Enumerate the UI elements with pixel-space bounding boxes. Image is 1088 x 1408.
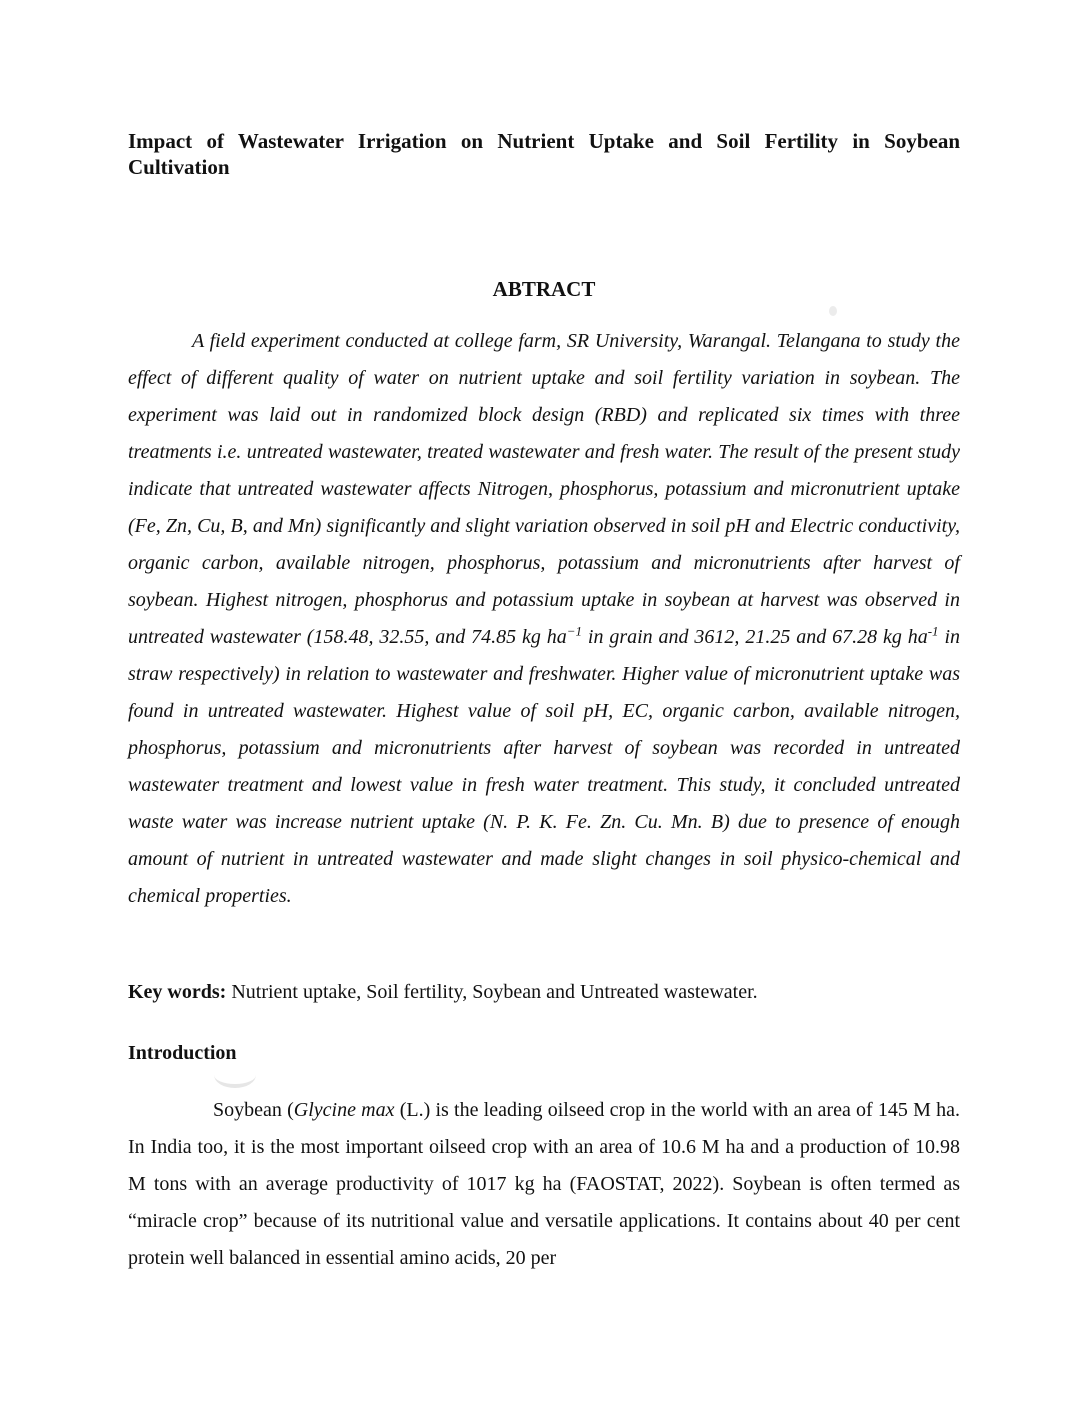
intro-species-name: Glycine max [293,1099,395,1121]
abstract-heading: ABTRACT [492,277,596,301]
abstract-superscript-2: -1 [927,623,939,639]
abstract-text-3: in straw respectively) in relation to wastewater and freshwater. Higher value of micronutrient uptake was found in untreated wastewater. Highest value of soil pH, EC, organic carbon, available nitrogen, phosphorus, potassium and micronutrients after harvest of soybean was recorded in untreated wastewater treatment and lowest value in fresh water treatment. This study, it concluded untreated waste water was increase nutrient uptake (N. P. K. Fe. Zn. Cu. Mn. B) due to presence of enough amount of nutrient in untreated wastewater and made slight changes in soil physico-chemical and chemical properties. [128,626,960,907]
abstract-superscript-1: −1 [566,623,583,639]
keywords-text: Nutrient uptake, Soil fertility, Soybean and Untreated wastewater. [226,981,758,1003]
scan-mark-lower [214,1062,256,1088]
intro-text-b: (L.) is the leading oilseed crop in the world with an area of 145 M ha. In India too, it is the most important oilseed crop with an area of 10.6 M ha and a production of 10.98 M tons with an average productivity of 1017 kg ha (FAOSTAT, 2022). Soybean is often termed as “miracle crop” because of its nutritional value and versatile applications. It contains about 40 per cent protein well balanced in essential amino acids, 20 per [128,1099,961,1269]
abstract-text-2: in grain and 3612, 21.25 and 67.28 kg ha [582,626,928,648]
paper-title: Impact of Wastewater Irrigation on Nutrient Uptake and Soil Fertility in Soybean Cultivation [128,129,960,179]
scan-mark-upper [829,306,837,316]
abstract-body [128,323,960,915]
abstract-text-1: A field experiment conducted at college farm, SR University, Warangal. Telangana to study the effect of different quality of water on nutrient uptake and soil fertility variation in soybean. The experiment was laid out in randomized block design (RBD) and replicated six times with three treatments i.e. untreated wastewater, treated wastewater and fresh water. The result of the present study indicate that untreated wastewater affects Nitrogen, phosphorus, potassium and micronutrient uptake (Fe, Zn, Cu, B, and Mn) significantly and slight variation observed in soil pH and Electric conductivity, organic carbon, available nitrogen, phosphorus, potassium and micronutrients after harvest of soybean. Highest nitrogen, phosphorus and potassium uptake in soybean at harvest was observed in untreated wastewater (158.48, 32.55, and 74.85 kg ha [128,330,960,648]
keywords-line [128,978,960,1006]
intro-text-a: Soybean ( [213,1099,294,1121]
introduction-heading: Introduction [128,1042,237,1064]
keywords-label: Key words: [128,981,227,1003]
introduction-paragraph [128,1092,960,1277]
